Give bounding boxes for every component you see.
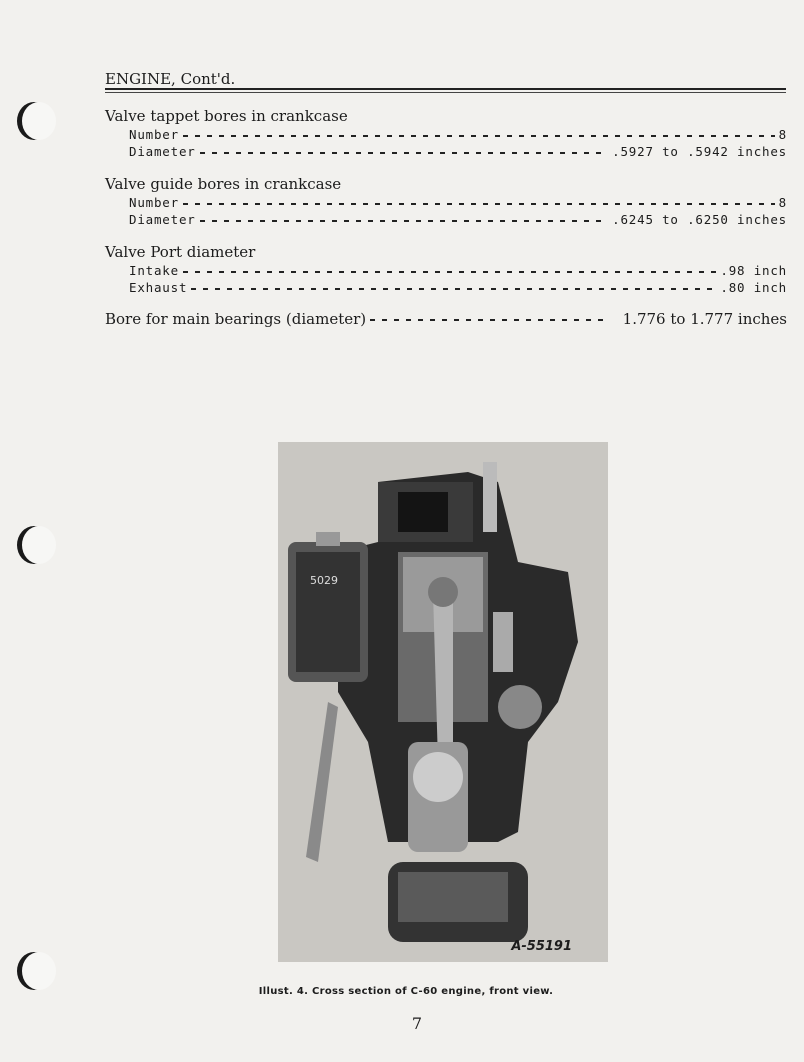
spec-row	[105, 144, 787, 161]
figure-caption: Illust. 4. Cross section of C-60 engine, front view.	[258, 986, 554, 997]
spec-label: Number	[129, 127, 179, 142]
binder-hole-bottom	[22, 952, 56, 990]
dot-leader	[191, 288, 716, 290]
spec-row	[105, 280, 787, 297]
dot-leader	[183, 135, 775, 137]
spec-row	[105, 127, 787, 144]
spec-value: .80 inch	[720, 280, 787, 295]
group-title: Valve guide bores in crankcase	[105, 175, 342, 193]
spec-label: Number	[129, 195, 179, 210]
spec-row	[105, 195, 787, 212]
binder-hole-middle	[22, 526, 56, 564]
dot-leader	[200, 220, 609, 222]
spec-group-guide-bores	[105, 175, 787, 229]
dot-leader	[183, 203, 775, 205]
spec-value: .6245 to .6250 inches	[612, 212, 787, 227]
spec-value: 1.776 to 1.777 inches	[622, 310, 787, 328]
spec-row	[105, 263, 787, 280]
spec-value: .98 inch	[720, 263, 787, 278]
spec-label: Exhaust	[129, 280, 188, 295]
spec-value: .5927 to .5942 inches	[612, 144, 787, 159]
section-header: ENGINE, Cont'd.	[105, 70, 236, 88]
spec-value: 8	[778, 195, 787, 210]
spec-row	[105, 212, 787, 229]
binder-hole-top	[22, 102, 56, 140]
page-number: 7	[411, 1014, 423, 1033]
spec-main-bearings	[105, 310, 787, 330]
dot-leader	[183, 271, 716, 273]
spec-group-valve-port	[105, 243, 787, 297]
group-title: Valve tappet bores in crankcase	[105, 107, 348, 125]
spec-label: Intake	[129, 263, 179, 278]
dot-leader	[200, 152, 609, 154]
spec-row	[105, 310, 787, 330]
group-title: Valve Port diameter	[105, 243, 256, 261]
spec-label: Bore for main bearings (diameter)	[105, 310, 367, 328]
dot-leader	[370, 319, 607, 321]
header-rule	[105, 88, 786, 90]
filter-marking: 5029	[310, 574, 338, 587]
spec-label: Diameter	[129, 144, 196, 159]
photo-label: A-55191	[511, 939, 572, 954]
engine-cross-section-photo	[278, 442, 608, 962]
spec-label: Diameter	[129, 212, 196, 227]
spec-value: 8	[778, 127, 787, 142]
spec-group-tappet-bores	[105, 107, 787, 161]
header-rule-thin	[105, 92, 786, 93]
engine-illustration	[278, 442, 608, 962]
